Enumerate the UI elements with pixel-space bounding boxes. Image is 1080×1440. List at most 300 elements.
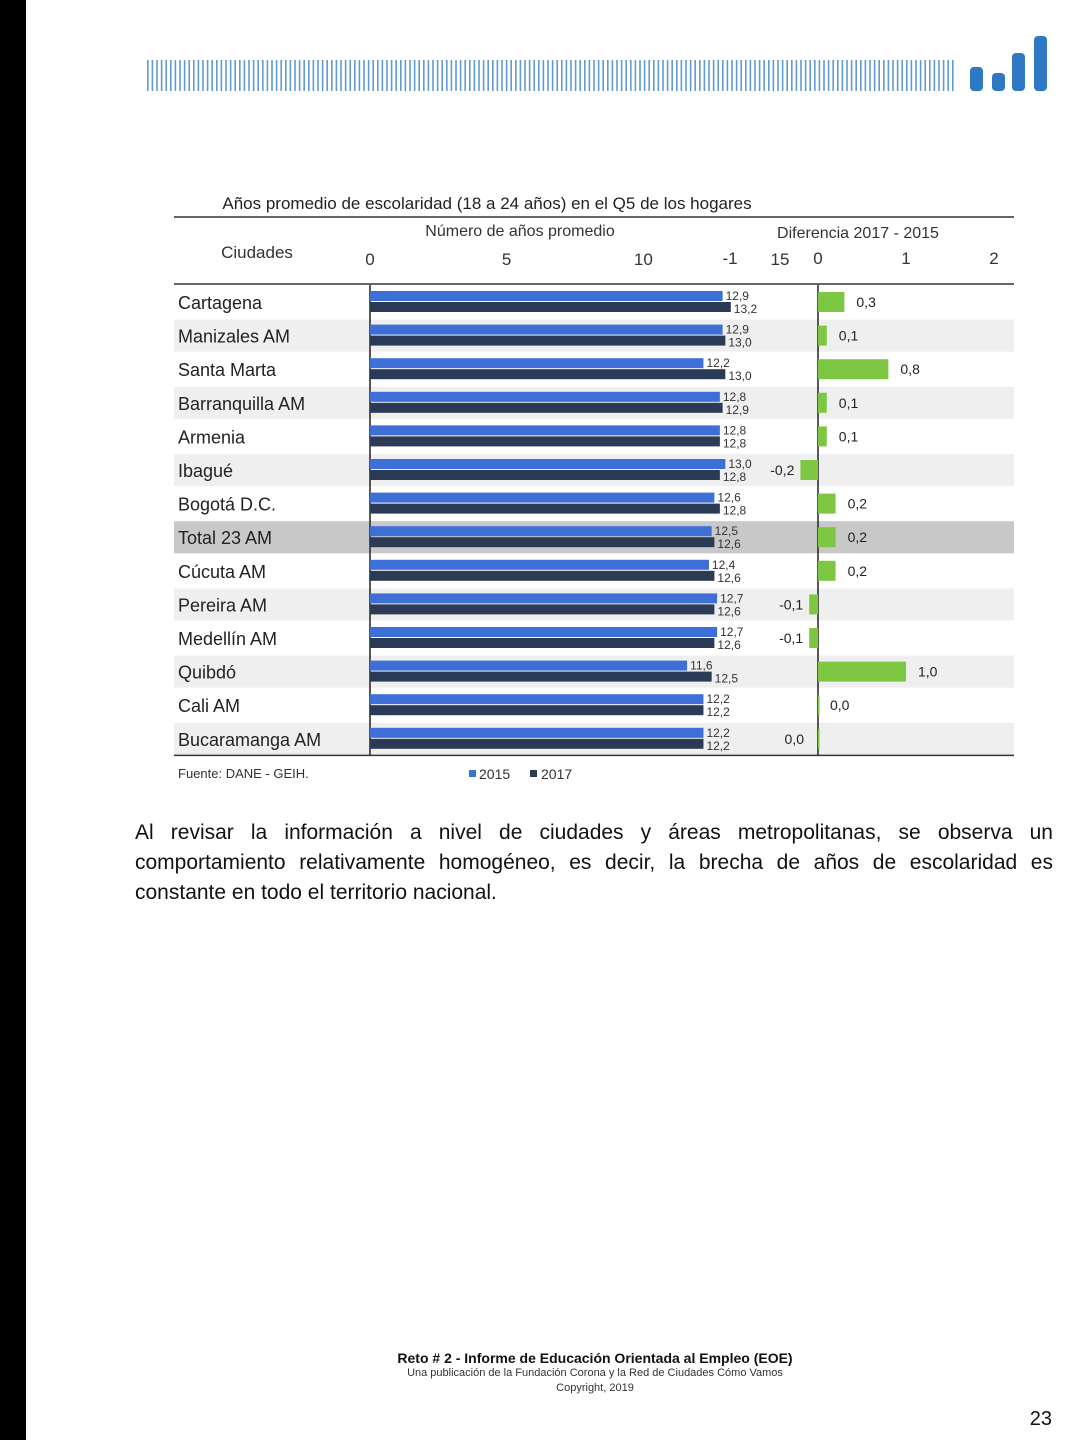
- header-stripe: [763, 60, 765, 91]
- bar-2017: [370, 705, 703, 715]
- difference-bar: [800, 460, 818, 480]
- header-stripe: [754, 60, 756, 91]
- bar-2015: [370, 661, 687, 671]
- header-stripe: [722, 60, 724, 91]
- difference-label: 0,2: [847, 562, 868, 579]
- page-number: 23: [1029, 1408, 1052, 1430]
- data-label-2017: 12,6: [717, 604, 741, 619]
- header-stripe: [230, 60, 232, 91]
- header-stripe: [602, 60, 604, 91]
- bar-2015: [370, 493, 714, 503]
- header-stripe: [179, 60, 181, 91]
- header-stripe: [607, 60, 609, 91]
- header-stripe: [234, 60, 236, 91]
- header-stripe: [437, 60, 439, 91]
- bar-2015: [370, 560, 709, 570]
- right-tick-label: 2: [989, 249, 999, 268]
- difference-bar: [818, 292, 844, 312]
- header-stripe: [727, 60, 729, 91]
- data-label-2017: 12,6: [717, 570, 741, 585]
- header-stripe: [428, 60, 430, 91]
- header-stripe: [842, 60, 844, 91]
- header-stripe: [865, 60, 867, 91]
- header-stripe: [317, 60, 319, 91]
- header-stripe: [612, 60, 614, 91]
- bar-2017: [370, 302, 731, 312]
- chart-container: [172, 185, 1022, 795]
- header-stripe: [708, 60, 710, 91]
- category-label: Bogotá D.C.: [178, 494, 277, 515]
- header-stripe: [828, 60, 830, 91]
- header-stripe: [777, 60, 779, 91]
- header-stripe: [520, 60, 522, 91]
- header-stripe: [547, 60, 549, 91]
- header-stripe: [202, 60, 204, 91]
- header-stripe: [529, 60, 531, 91]
- header-stripe: [483, 60, 485, 91]
- header-stripe: [860, 60, 862, 91]
- header-stripe: [409, 60, 411, 91]
- header-stripe: [395, 60, 397, 91]
- data-label-2017: 12,8: [722, 436, 747, 451]
- header-stripe: [819, 60, 821, 91]
- data-label-2017: 12,9: [725, 402, 749, 417]
- header-stripe: [336, 60, 338, 91]
- header-stripe: [271, 60, 273, 91]
- header-stripe: [221, 60, 223, 91]
- header-stripe: [308, 60, 310, 91]
- header-stripe: [694, 60, 696, 91]
- header-stripe: [354, 60, 356, 91]
- header-stripe: [883, 60, 885, 91]
- header-stripe: [349, 60, 351, 91]
- header-stripe: [152, 60, 154, 91]
- difference-bar: [818, 695, 820, 715]
- header-stripe: [823, 60, 825, 91]
- data-label-2017: 12,6: [717, 537, 741, 552]
- difference-bar: [818, 393, 827, 413]
- header-stripe: [934, 60, 936, 91]
- legend-swatch-2017: [530, 770, 537, 777]
- header-stripe: [510, 60, 512, 91]
- header-stripe: [368, 60, 370, 91]
- difference-label: 0,2: [847, 529, 868, 546]
- bar-2015: [370, 392, 720, 402]
- header-stripe: [432, 60, 434, 91]
- header-stripe: [901, 60, 903, 91]
- footer-subtitle: Una publicación de la Fundación Corona y la Red de Ciudades Cómo Vamos: [407, 1367, 783, 1379]
- header-stripe: [492, 60, 494, 91]
- header-stripe: [740, 60, 742, 91]
- header-stripe: [589, 60, 591, 91]
- difference-label: -0,1: [779, 596, 804, 613]
- header-stripe: [372, 60, 374, 91]
- header-stripe: [768, 60, 770, 91]
- header-stripe: [198, 60, 200, 91]
- legend-label-2015: 2015: [479, 766, 511, 782]
- difference-bar: [818, 326, 827, 346]
- difference-bar: [818, 527, 836, 547]
- header-stripe: [322, 60, 324, 91]
- left-tick-label: 10: [633, 250, 653, 269]
- header-stripe: [671, 60, 673, 91]
- difference-label: 0,0: [830, 697, 850, 714]
- data-label-2015: 12,7: [720, 591, 744, 606]
- header-stripe: [635, 60, 637, 91]
- header-stripe: [938, 60, 940, 91]
- data-label-2017: 12,8: [722, 470, 747, 484]
- header-stripe: [340, 60, 342, 91]
- header-stripe: [460, 60, 462, 91]
- header-stripe: [869, 60, 871, 91]
- header-stripe: [441, 60, 443, 91]
- data-label-2015: 12,4: [711, 557, 736, 572]
- header-stripe: [331, 60, 333, 91]
- header-stripe: [621, 60, 623, 91]
- category-label: Cartagena: [178, 293, 263, 313]
- header-stripe: [253, 60, 255, 91]
- header-stripe: [497, 60, 499, 91]
- page-left-edge: [0, 0, 26, 1440]
- header-stripe: [570, 60, 572, 91]
- bar-2017: [370, 369, 725, 379]
- data-label-2015: 12,7: [720, 625, 744, 639]
- header-stripe: [593, 60, 595, 91]
- header-stripe: [464, 60, 466, 91]
- category-label: Total 23 AM: [178, 528, 273, 549]
- difference-label: 0,1: [838, 394, 859, 411]
- category-label: Bucaramanga AM: [178, 729, 322, 750]
- difference-bar: [818, 426, 827, 446]
- right-tick-label: 0: [813, 249, 823, 268]
- category-header: Ciudades: [221, 243, 293, 262]
- header-stripe: [897, 60, 899, 91]
- difference-label: 0,2: [847, 495, 868, 512]
- header-stripe: [262, 60, 264, 91]
- header-stripe: [782, 60, 784, 91]
- header-stripe: [561, 60, 563, 91]
- header-stripe: [796, 60, 798, 91]
- header-stripe: [451, 60, 453, 91]
- right-axis-ticks: [722, 249, 998, 268]
- header-stripe: [630, 60, 632, 91]
- bar-2017: [370, 638, 714, 648]
- header-stripe: [837, 60, 839, 91]
- category-row: [178, 625, 818, 652]
- header-stripe: [303, 60, 305, 91]
- header-stripe: [906, 60, 908, 91]
- bar-2017: [370, 470, 720, 480]
- header-stripe: [280, 60, 282, 91]
- header-stripe: [924, 60, 926, 91]
- header-stripe: [193, 60, 195, 91]
- header-stripe: [874, 60, 876, 91]
- header-stripe: [929, 60, 931, 91]
- difference-bar: [818, 729, 820, 749]
- header-stripe: [446, 60, 448, 91]
- category-label: Quibdó: [178, 662, 237, 683]
- data-label-2015: 12,9: [725, 322, 749, 337]
- difference-label: 0,8: [900, 361, 920, 378]
- category-label: Santa Marta: [178, 360, 277, 381]
- header-stripe: [538, 60, 540, 91]
- legend-label-2017: 2017: [541, 766, 573, 782]
- data-label-2015: 12,8: [722, 389, 747, 404]
- header-stripe: [285, 60, 287, 91]
- category-label: Pereira AM: [178, 595, 268, 616]
- header-stripe: [814, 60, 816, 91]
- header-stripe: [598, 60, 600, 91]
- header-stripe: [216, 60, 218, 91]
- difference-bar: [809, 628, 818, 648]
- header-stripes-logo: [145, 33, 1050, 95]
- header-stripe: [731, 60, 733, 91]
- data-label-2015: 12,9: [725, 289, 749, 303]
- bar-2015: [370, 358, 703, 368]
- category-label: Barranquilla AM: [178, 393, 306, 414]
- header-stripe: [685, 60, 687, 91]
- left-panel-title: Número de años promedio: [425, 223, 615, 240]
- header-stripe: [878, 60, 880, 91]
- bar-2015: [370, 526, 712, 536]
- header-stripe: [207, 60, 209, 91]
- header-stripe: [892, 60, 894, 91]
- header-stripe: [170, 60, 172, 91]
- header-stripe: [294, 60, 296, 91]
- header-stripe: [943, 60, 945, 91]
- header-stripe: [911, 60, 913, 91]
- header-stripe: [616, 60, 618, 91]
- category-label: Ibagué: [178, 461, 234, 481]
- right-tick-label: 1: [901, 249, 911, 268]
- header-stripe: [690, 60, 692, 91]
- header-logo-bar: [970, 67, 983, 91]
- category-label: Cúcuta AM: [178, 561, 267, 582]
- data-label-2017: 13,2: [733, 302, 758, 316]
- header-stripe: [248, 60, 250, 91]
- header-stripe: [326, 60, 328, 91]
- header-stripe: [786, 60, 788, 91]
- footer-copyright: Copyright, 2019: [556, 1382, 634, 1394]
- header-stripe: [147, 60, 149, 91]
- header-stripe: [717, 60, 719, 91]
- category-label: Armenia: [178, 427, 246, 448]
- header-stripe: [400, 60, 402, 91]
- category-label: Manizales AM: [178, 326, 291, 347]
- header-stripe: [575, 60, 577, 91]
- header-stripe: [161, 60, 163, 91]
- difference-label: 0,3: [856, 294, 876, 310]
- data-label-2015: 12,5: [714, 524, 739, 539]
- header-stripe: [579, 60, 581, 91]
- header-stripe: [363, 60, 365, 91]
- header-stripe: [947, 60, 949, 91]
- header-stripe: [211, 60, 213, 91]
- header-stripe: [276, 60, 278, 91]
- header-stripe: [244, 60, 246, 91]
- left-tick-label: 5: [501, 250, 512, 269]
- data-label-2015: 12,2: [706, 725, 730, 740]
- data-label-2015: 12,6: [717, 490, 741, 505]
- header-stripe: [759, 60, 761, 91]
- header-stripe: [533, 60, 535, 91]
- legend: [469, 766, 572, 782]
- left-tick-label: 15: [770, 250, 790, 269]
- category-label: Medellín AM: [178, 629, 278, 649]
- header-logo-bar: [992, 73, 1005, 91]
- data-label-2017: 13,0: [728, 369, 752, 384]
- header-stripes: [147, 60, 954, 91]
- bar-2015: [370, 593, 717, 603]
- difference-bar: [818, 494, 836, 514]
- header-stripe: [805, 60, 807, 91]
- header-stripe: [915, 60, 917, 91]
- header-stripe: [359, 60, 361, 91]
- header-stripe: [156, 60, 158, 91]
- header-stripe: [667, 60, 669, 91]
- header-stripe: [653, 60, 655, 91]
- header-stripe: [704, 60, 706, 91]
- data-label-2017: 13,0: [728, 335, 752, 350]
- header-stripe: [423, 60, 425, 91]
- data-label-2017: 12,5: [714, 671, 739, 686]
- data-label-2017: 12,2: [706, 705, 730, 720]
- header-stripe: [639, 60, 641, 91]
- header-stripe: [478, 60, 480, 91]
- header-stripe: [239, 60, 241, 91]
- right-tick-label: -1: [722, 249, 738, 268]
- header-stripe: [791, 60, 793, 91]
- bar-2015: [370, 425, 720, 435]
- bar-2015: [370, 694, 703, 704]
- header-stripe: [713, 60, 715, 91]
- header-stripe: [455, 60, 457, 91]
- header-stripe: [257, 60, 259, 91]
- data-label-2015: 12,8: [722, 423, 747, 438]
- bar-2015: [370, 291, 723, 301]
- header-stripe: [699, 60, 701, 91]
- header-stripe: [313, 60, 315, 91]
- header-stripe: [414, 60, 416, 91]
- header-stripe: [405, 60, 407, 91]
- bar-2017: [370, 672, 712, 682]
- header-stripe: [832, 60, 834, 91]
- header-stripe: [391, 60, 393, 91]
- bar-2017: [370, 604, 714, 614]
- left-tick-label: 0: [365, 250, 375, 269]
- header-logo-bar: [1034, 36, 1047, 91]
- header-stripe: [846, 60, 848, 91]
- header-stripe: [418, 60, 420, 91]
- chart-rows: [174, 286, 1014, 755]
- header-stripe: [736, 60, 738, 91]
- header-stripe: [524, 60, 526, 91]
- header-stripe: [299, 60, 301, 91]
- data-label-2017: 12,8: [722, 503, 747, 518]
- header-stripe: [474, 60, 476, 91]
- header-stripe: [800, 60, 802, 91]
- header-stripe: [377, 60, 379, 91]
- header-stripe: [855, 60, 857, 91]
- bar-2015: [370, 459, 725, 469]
- difference-label: 1,0: [918, 663, 938, 680]
- header-stripe: [184, 60, 186, 91]
- difference-label: 0,0: [784, 730, 804, 747]
- header-stripe: [501, 60, 503, 91]
- header-stripe: [487, 60, 489, 91]
- difference-label: -0,2: [770, 462, 795, 478]
- header-stripe: [952, 60, 954, 91]
- bar-2017: [370, 504, 720, 514]
- data-label-2015: 11,6: [690, 658, 713, 673]
- header-stripe: [625, 60, 627, 91]
- header-stripe: [566, 60, 568, 91]
- header-stripe: [662, 60, 664, 91]
- header-stripe: [851, 60, 853, 91]
- header-stripe: [382, 60, 384, 91]
- header-stripe: [267, 60, 269, 91]
- data-label-2015: 13,0: [728, 457, 752, 471]
- header-stripe: [584, 60, 586, 91]
- bar-2015: [370, 325, 723, 335]
- data-label-2017: 12,2: [706, 738, 730, 753]
- schooling-chart: [172, 185, 1022, 795]
- page-footer: [0, 1350, 1080, 1396]
- header-stripe: [469, 60, 471, 91]
- difference-bar: [818, 561, 836, 581]
- bar-2017: [370, 436, 720, 446]
- header-stripe: [773, 60, 775, 91]
- bar-2017: [370, 336, 725, 346]
- header-stripe: [809, 60, 811, 91]
- bar-2015: [370, 728, 703, 738]
- difference-bar: [818, 662, 906, 682]
- header-logo-bar: [1012, 53, 1025, 91]
- bar-2017: [370, 403, 723, 413]
- footer-title: Reto # 2 - Informe de Educación Orientada al Empleo (EOE): [397, 1350, 793, 1366]
- body-paragraph: Al revisar la información a nivel de ciudades y áreas metropolitanas, se observa un comportamiento relativamente homogéneo, es decir, la brecha de años de escolaridad es constante en todo el territorio nacional.: [135, 821, 1053, 904]
- difference-bar: [818, 359, 888, 379]
- header-stripe: [745, 60, 747, 91]
- header-stripe: [515, 60, 517, 91]
- header-stripe: [188, 60, 190, 91]
- bar-2017: [370, 571, 714, 581]
- difference-label: 0,1: [838, 327, 859, 344]
- header-stripe: [506, 60, 508, 91]
- header-stripe: [648, 60, 650, 91]
- bar-2017: [370, 739, 703, 749]
- header-stripe: [556, 60, 558, 91]
- chart-source: Fuente: DANE - GEIH.: [178, 766, 309, 781]
- right-panel-title: Diferencia 2017 - 2015: [777, 225, 939, 242]
- header-stripe: [676, 60, 678, 91]
- category-row: [178, 726, 820, 753]
- header-stripe: [386, 60, 388, 91]
- header-stripe: [750, 60, 752, 91]
- bar-2015: [370, 627, 717, 637]
- header-stripe: [165, 60, 167, 91]
- header-stripe: [888, 60, 890, 91]
- header-stripe: [920, 60, 922, 91]
- bar-2017: [370, 537, 714, 547]
- category-label: Cali AM: [178, 696, 241, 717]
- legend-swatch-2015: [469, 770, 476, 777]
- header-stripe: [345, 60, 347, 91]
- data-label-2017: 12,6: [717, 638, 741, 652]
- header-stripe: [290, 60, 292, 91]
- header-stripe: [658, 60, 660, 91]
- header-bar-logo: [970, 36, 1047, 91]
